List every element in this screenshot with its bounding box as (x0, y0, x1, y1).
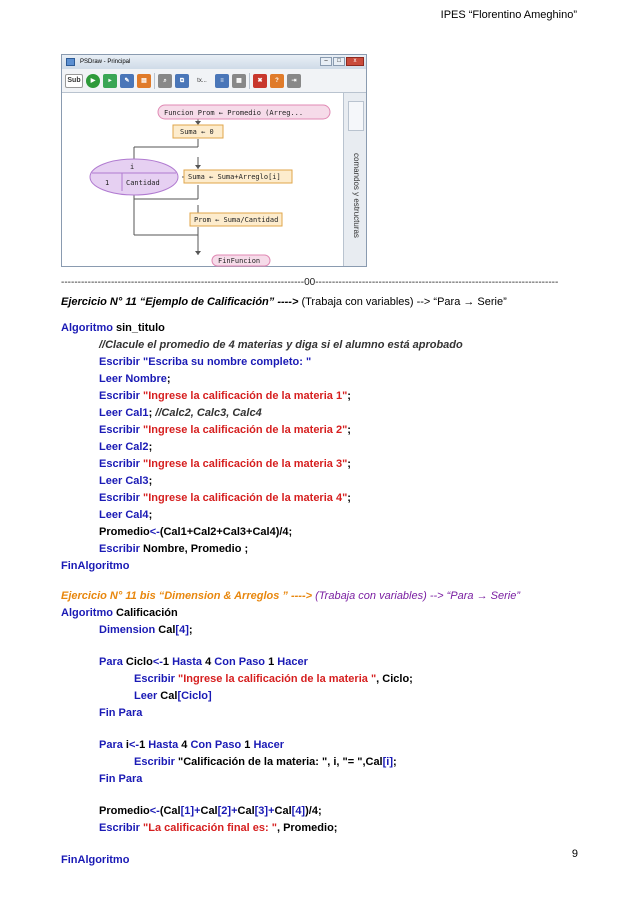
section-separator: -------------------------------------------------------------------------00------------------------------------------------------------------------- (61, 277, 559, 288)
keyword: Escribir (99, 356, 140, 368)
args: , Promedio; (276, 822, 338, 834)
copy-icon: ⧉ (175, 74, 189, 88)
punct: ; (166, 373, 171, 385)
string: "Ingrese la calificación de la materia " (174, 673, 377, 685)
grid-icon: ▦ (232, 74, 246, 88)
export-icon: ▤ (137, 74, 151, 88)
keyword: Leer (99, 373, 123, 385)
ex1-line-12 (99, 543, 248, 556)
variable: Cal3 (125, 475, 149, 487)
variable: Cal4 (125, 509, 149, 521)
zoom-icon: ⌕ (158, 74, 172, 88)
keyword: Algoritmo (61, 607, 113, 619)
sub-icon: Sub (65, 74, 83, 88)
ex2-fin-para-2: Fin Para (99, 773, 143, 785)
keyword: Leer (99, 407, 123, 419)
punct: ; (317, 805, 322, 817)
keyword: Hacer (277, 656, 308, 668)
ex1-line-6 (99, 441, 152, 454)
keyword: Leer (99, 475, 123, 487)
expr-part: Cal (200, 805, 218, 817)
index: [4] (175, 624, 189, 636)
flow-loop-start: 1 (105, 179, 110, 187)
ex1-line-7 (99, 458, 351, 471)
args: ,Cal (362, 756, 383, 768)
keyword: Escribir (134, 756, 175, 768)
window-title: PSDraw - Principal (80, 59, 131, 65)
ex1-algo-line (61, 322, 165, 335)
ex1-line-11 (99, 526, 292, 539)
index: [Ciclo] (177, 690, 212, 702)
keyword: Leer (134, 690, 158, 702)
ex1-line-8 (99, 475, 152, 488)
variable: Nombre (125, 373, 167, 385)
keyword: Escribir (99, 424, 140, 436)
expr-part: [4] (291, 805, 306, 817)
ex2-para2 (99, 739, 284, 752)
side-panel-label: comandos y estructuras (352, 153, 361, 238)
args: , Ciclo; (376, 673, 413, 685)
string: "Ingrese la calificación de la materia 3" (143, 458, 348, 470)
window-toolbar (62, 69, 366, 93)
psdraw-window-screenshot (61, 54, 367, 267)
punct: ; (148, 509, 153, 521)
ex2-promedio-line (99, 805, 322, 818)
ex1-heading (61, 296, 507, 309)
number: 1 (139, 739, 146, 751)
ex2-heading-orange: Ejercicio N° 11 bis “Dimension & Arreglos ” ----> (61, 590, 313, 602)
step-icon: ▸ (103, 74, 117, 88)
operator: <- (149, 805, 160, 817)
args: , i, (327, 756, 343, 768)
punct: ; (347, 390, 351, 402)
algo-name: Calificación (112, 607, 178, 619)
window-titlebar (62, 55, 366, 69)
string: "= " (342, 756, 363, 768)
variable: Cal1 (125, 407, 149, 419)
expr-part: + (231, 805, 238, 817)
variable: Ciclo (122, 656, 153, 668)
flow-suma-init: Suma ← 0 (180, 128, 214, 136)
keyword: Hasta (172, 656, 203, 668)
ex1-end: FinAlgoritmo (61, 560, 130, 572)
expr-part: [3] (254, 805, 269, 817)
operator: <- (149, 526, 160, 538)
number: 4 (178, 739, 191, 751)
variable: Cal (155, 624, 176, 636)
ex1-line-9 (99, 492, 351, 505)
keyword: Escribir (99, 390, 140, 402)
ex2-para2-escribir (134, 756, 397, 769)
punct: ; (288, 526, 293, 538)
flow-suma-add: Suma ← Suma+Arreglo[i] (188, 173, 281, 181)
expression: (Cal1+Cal2+Cal3+Cal4)/4 (159, 526, 289, 538)
page-number: 9 (571, 848, 578, 860)
number: 1 (265, 656, 278, 668)
keyword: Leer (99, 509, 123, 521)
close-doc-icon: ✖ (253, 74, 267, 88)
app-icon (66, 58, 75, 66)
ex2-final-escribir (99, 822, 337, 835)
page-header: IPES “Florentino Ameghino” (440, 9, 577, 21)
output-list: Nombre, Promedio ; (139, 543, 249, 555)
punct: ; (347, 458, 351, 470)
string: "Escriba su nombre completo: " (143, 356, 312, 368)
flow-prom-calc: Prom ← Suma/Cantidad (194, 216, 279, 224)
ex2-para1 (99, 656, 308, 669)
keyword: Con Paso (190, 739, 242, 751)
flow-func-end: FinFuncion (218, 257, 261, 265)
exit-icon: ⇥ (287, 74, 301, 88)
keyword: Escribir (99, 822, 140, 834)
close-icon: x (346, 57, 364, 66)
ex2-para1-leer (134, 690, 212, 703)
flow-func-start: Funcion Prom ← Promedio (Arreg... (164, 109, 304, 117)
operator: <- (128, 739, 140, 751)
variable: Promedio (99, 526, 150, 538)
number: 4 (202, 656, 215, 668)
ex1-line-4 (99, 407, 262, 420)
keyword: Dimension (99, 624, 156, 636)
side-panel (343, 93, 366, 266)
ex2-heading (61, 590, 520, 603)
ex2-dim-line (99, 624, 193, 637)
variable: i (122, 739, 129, 751)
punct: ; (148, 475, 153, 487)
expr-part: Cal (237, 805, 255, 817)
flow-loop-end: Cantidad (126, 179, 160, 187)
text-size-icon: tx... (197, 77, 207, 84)
expr-part: + (268, 805, 275, 817)
help-icon: ? (270, 74, 284, 88)
ex1-line-2 (99, 373, 171, 386)
align-icon: ≡ (215, 74, 229, 88)
ex1-heading-rest: (Trabaja con variables) --> “Para → Serie” (298, 296, 507, 308)
ex2-end: FinAlgoritmo (61, 854, 130, 866)
ex1-comment: //Clacule el promedio de 4 materias y diga si el alumno está aprobado (99, 339, 463, 351)
string: "Ingrese la calificación de la materia 4" (143, 492, 348, 504)
ex1-line-1 (99, 356, 311, 369)
play-icon: ▶ (86, 74, 100, 88)
expr-part: [1] (180, 805, 195, 817)
minimize-icon: – (320, 57, 332, 66)
algo-name: sin_titulo (112, 322, 165, 334)
flowchart-canvas (62, 93, 343, 266)
comment: //Calc2, Calc3, Calc4 (155, 407, 262, 419)
keyword: Con Paso (214, 656, 266, 668)
flowchart-diagram (62, 93, 343, 267)
expr-part: (Cal (159, 805, 181, 817)
number: 1 (162, 656, 170, 668)
string: "Calificación de la materia: " (174, 756, 328, 768)
operator: <- (152, 656, 163, 668)
keyword: Escribir (99, 492, 140, 504)
punct: ; (393, 756, 397, 768)
ex1-line-3 (99, 390, 351, 403)
ex2-algo-line (61, 607, 178, 620)
expr-part: [2] (217, 805, 232, 817)
punct: ; (148, 441, 153, 453)
keyword: Leer (99, 441, 123, 453)
ex1-line-10 (99, 509, 152, 522)
expr-part: Cal (274, 805, 292, 817)
keyword: Algoritmo (61, 322, 113, 334)
ex2-heading-purple: (Trabaja con variables) --> “Para → Serie” (312, 590, 520, 602)
index: [i] (382, 756, 394, 768)
keyword: Hasta (148, 739, 179, 751)
punct: ; (347, 424, 351, 436)
string: "Ingrese la calificación de la materia 2" (143, 424, 348, 436)
keyword: Para (99, 739, 123, 751)
variable: Promedio (99, 805, 150, 817)
keyword: Para (99, 656, 123, 668)
string: "La calificación final es: " (139, 822, 277, 834)
prom-expression (160, 805, 318, 817)
panel-grip-icon (348, 101, 364, 131)
expr-part: + (194, 805, 201, 817)
ex2-fin-para-1: Fin Para (99, 707, 143, 719)
keyword: Escribir (134, 673, 175, 685)
edit-icon: ✎ (120, 74, 134, 88)
flow-loop-var: i (130, 163, 135, 171)
keyword: Escribir (99, 543, 140, 555)
punct: ; (148, 407, 153, 419)
punct: ; (347, 492, 351, 504)
punct: ; (188, 624, 193, 636)
variable: Cal (157, 690, 178, 702)
variable: Cal2 (125, 441, 149, 453)
keyword: Escribir (99, 458, 140, 470)
maximize-icon: □ (333, 57, 345, 66)
number: 1 (241, 739, 254, 751)
ex1-line-5 (99, 424, 351, 437)
keyword: Hacer (253, 739, 285, 751)
ex1-heading-bold: Ejercicio N° 11 “Ejemplo de Calificación” ----> (61, 296, 299, 308)
ex2-para1-escribir (134, 673, 413, 686)
expr-part: )/4 (305, 805, 318, 817)
string: "Ingrese la calificación de la materia 1" (143, 390, 348, 402)
